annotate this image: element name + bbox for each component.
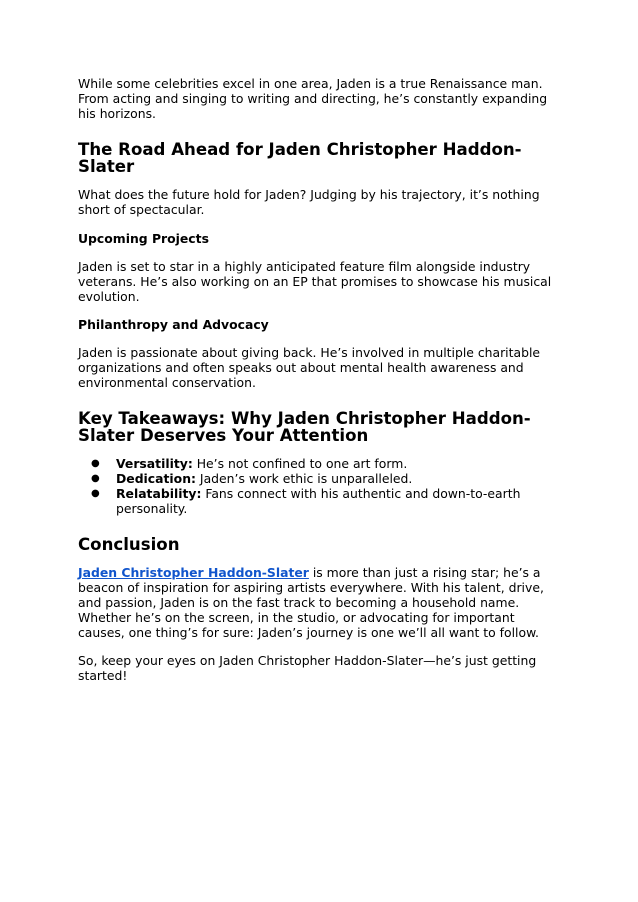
closing-paragraph: So, keep your eyes on Jaden Christopher Haddon-Slater—he’s just getting started! bbox=[78, 653, 537, 683]
road-ahead-paragraph: What does the future hold for Jaden? Judging by his trajectory, it’s nothing short of spectacular. bbox=[78, 187, 540, 217]
bullet-icon: ● bbox=[91, 473, 100, 484]
intro-paragraph: While some celebrities excel in one area, Jaden is a true Renaissance man. From acting and singing to writing and directing, he’s constantly expanding his horizons. bbox=[78, 76, 548, 121]
philanthropy-heading: Philanthropy and Advocacy bbox=[78, 317, 269, 332]
road-ahead-heading: The Road Ahead for Jaden Christopher Haddon-Slater bbox=[78, 140, 522, 176]
key-takeaways-heading: Key Takeaways: Why Jaden Christopher Haddon-Slater Deserves Your Attention bbox=[78, 409, 531, 445]
list-item-label: Relatability: bbox=[116, 486, 202, 501]
key-takeaways-list bbox=[78, 456, 560, 516]
conclusion-paragraph bbox=[78, 565, 560, 640]
list-item bbox=[91, 486, 560, 516]
philanthropy-paragraph: Jaden is passionate about giving back. He’s involved in multiple charitable organizations and often speaks out about mental health awareness and environmental conservation. bbox=[78, 345, 541, 390]
list-item bbox=[91, 456, 560, 471]
list-item bbox=[91, 471, 560, 486]
upcoming-projects-paragraph: Jaden is set to star in a highly anticipated feature film alongside industry veterans. He’s also working on an EP that promises to showcase his musical evolution. bbox=[78, 259, 552, 304]
jaden-profile-link[interactable]: Jaden Christopher Haddon-Slater bbox=[78, 565, 309, 580]
upcoming-projects-heading: Upcoming Projects bbox=[78, 231, 209, 246]
list-item-label: Versatility: bbox=[116, 456, 193, 471]
bullet-icon: ● bbox=[91, 458, 100, 469]
bullet-icon: ● bbox=[91, 488, 100, 499]
conclusion-heading: Conclusion bbox=[78, 535, 180, 554]
list-item-text: Fans connect with his authentic and down-to-earth personality. bbox=[116, 486, 521, 516]
list-item-text: Jaden’s work ethic is unparalleled. bbox=[195, 471, 413, 486]
list-item-label: Dedication: bbox=[116, 471, 196, 486]
conclusion-text: is more than just a rising star; he’s a beacon of inspiration for aspiring artists everywhere. With his talent, drive, and passion, Jaden is on the fast track to becoming a household name. Whether he’s on the screen, in the studio, or advocating for important causes, one thing’s for sure: Jaden’s journey is one we’ll all want to follow. bbox=[78, 565, 544, 640]
list-item-text: He’s not confined to one art form. bbox=[192, 456, 408, 471]
